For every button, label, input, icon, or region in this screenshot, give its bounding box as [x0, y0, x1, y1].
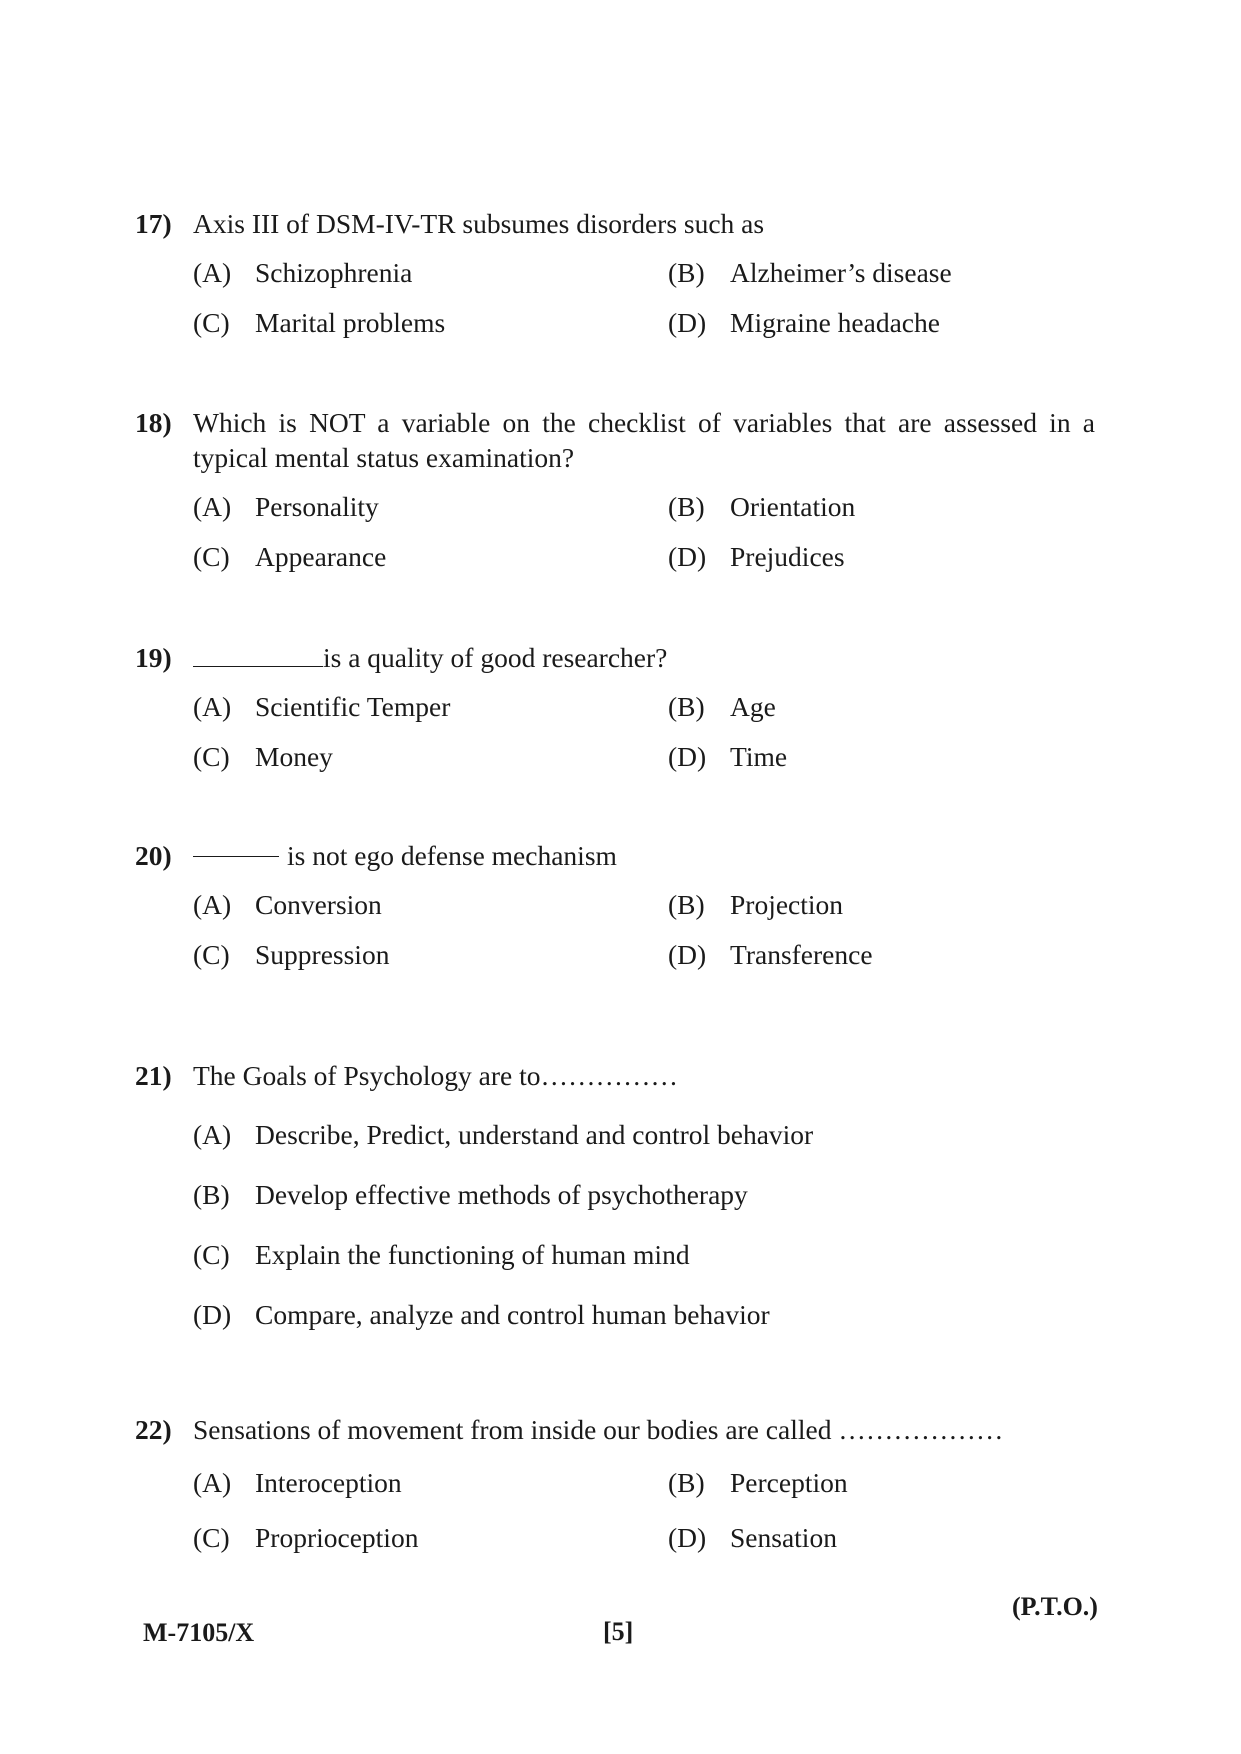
page-number: [5] [603, 1617, 634, 1646]
option-d[interactable]: (D) Migraine headache [668, 307, 940, 338]
question-17 [135, 206, 1095, 340]
question-stem [135, 1412, 1095, 1447]
option-c[interactable]: (C) Proprioception [193, 1522, 419, 1553]
option-a[interactable]: (A) Describe, Predict, understand and control behavior [193, 1119, 814, 1150]
question-text: is a quality of good researcher? [323, 642, 668, 673]
paper-code: M-7105/X [143, 1618, 255, 1647]
question-stem [135, 206, 1095, 241]
option-c[interactable]: (C) Money [193, 741, 333, 772]
option-b[interactable]: (B) Develop effective methods of psychotherapy [193, 1179, 748, 1210]
question-stem [135, 838, 1095, 873]
question-number: 17) [135, 208, 172, 239]
question-18 [135, 405, 1095, 574]
option-a[interactable]: (A) Conversion [193, 889, 382, 920]
question-text: Sensations of movement from inside our bodies are called ……………… [193, 1414, 1004, 1445]
question-text: is not ego defense mechanism [287, 840, 617, 871]
pto-label: (P.T.O.) [1012, 1592, 1098, 1621]
option-c[interactable]: (C) Appearance [193, 541, 387, 572]
question-stem [135, 640, 1095, 675]
question-22 [135, 1412, 1095, 1555]
option-d[interactable]: (D) Compare, analyze and control human behavior [193, 1299, 770, 1330]
option-a[interactable]: (A) Personality [193, 491, 379, 522]
option-d[interactable]: (D) Prejudices [668, 541, 845, 572]
options [193, 489, 1095, 574]
option-b[interactable]: (B) Perception [668, 1467, 848, 1498]
options [193, 1117, 1095, 1332]
option-b[interactable]: (B) Projection [668, 889, 844, 920]
question-20 [135, 838, 1095, 972]
question-text: The Goals of Psychology are to…………… [193, 1060, 678, 1091]
question-number: 22) [135, 1414, 172, 1445]
question-number: 18) [135, 407, 172, 438]
question-21 [135, 1058, 1095, 1332]
question-number: 21) [135, 1060, 172, 1091]
question-stem [135, 405, 1095, 475]
option-b[interactable]: (B) Orientation [668, 491, 856, 522]
question-text: Axis III of DSM-IV-TR subsumes disorders such as [193, 208, 765, 239]
question-number: 20) [135, 840, 172, 871]
answer-blank [193, 640, 323, 667]
question-stem [135, 1058, 1095, 1093]
option-d[interactable]: (D) Sensation [668, 1522, 837, 1553]
option-a[interactable]: (A) Schizophrenia [193, 257, 413, 288]
options [193, 255, 1095, 340]
option-c[interactable]: (C) Explain the functioning of human mind [193, 1239, 690, 1270]
answer-blank [193, 856, 279, 857]
option-c[interactable]: (C) Marital problems [193, 307, 446, 338]
question-19 [135, 640, 1095, 774]
question-text: Which is NOT a variable on the checklist of variables that are assessed in a typical mental status examination? [193, 407, 1095, 473]
option-d[interactable]: (D) Transference [668, 939, 873, 970]
option-a[interactable]: (A) Interoception [193, 1467, 402, 1498]
option-c[interactable]: (C) Suppression [193, 939, 390, 970]
option-d[interactable]: (D) Time [668, 741, 788, 772]
question-number: 19) [135, 642, 172, 673]
option-b[interactable]: (B) Age [668, 691, 776, 722]
option-b[interactable]: (B) Alzheimer’s disease [668, 257, 952, 288]
options [193, 1465, 1095, 1555]
options [193, 689, 1095, 774]
options [193, 887, 1095, 972]
option-a[interactable]: (A) Scientific Temper [193, 691, 451, 722]
